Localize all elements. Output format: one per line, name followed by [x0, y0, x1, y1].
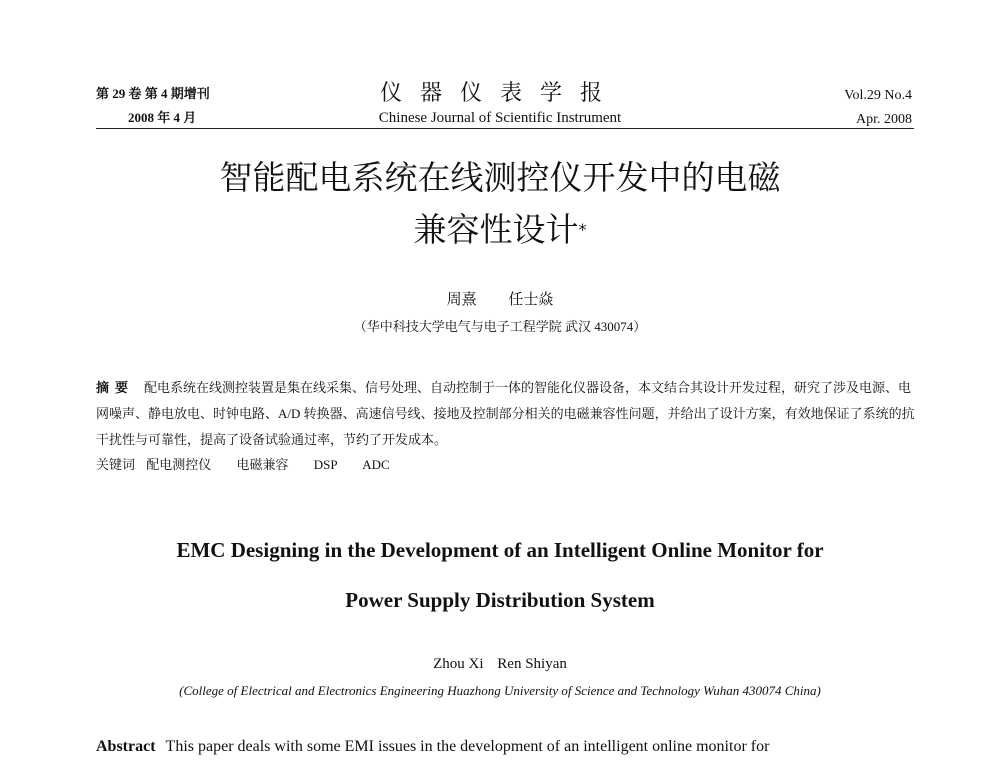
title-cn-line2 — [0, 204, 1000, 256]
publication-date-cn: 2008 年 4 月 — [128, 110, 197, 125]
keywords-cn — [96, 452, 916, 478]
abstract-en-text: This paper deals with some EMI issues in the development of an intelligent online monitor for — [165, 738, 770, 755]
volume-issue: 第 29 卷 第 4 期增刊 — [96, 86, 210, 101]
abstract-cn-text: 配电系统在线测控装置是集在线采集、信号处理、自动控制于一体的智能化仪器设备，本文结合其设计开发过程，研究了涉及电源、电网噪声、静电放电、时钟电路、A/D 转换器、高速信号线、接地及控制部分相关的电磁兼容性问题，并给出了设计方案，有效地保证了系统的抗干扰性与可靠性，提高了设备试验通过率，节约了开发成本。 — [96, 380, 915, 447]
abstract-cn-label: 摘要 — [96, 380, 135, 395]
title-en-line1: EMC Designing in the Development of an Intelligent Online Monitor for — [176, 538, 824, 562]
keyword: 配电测控仪 — [146, 457, 212, 472]
journal-name-cn: 仪器仪表学报 — [379, 80, 620, 105]
title-cn-line1: 智能配电系统在线测控仪开发中的电磁 — [219, 158, 781, 197]
paper-title-en — [0, 525, 1000, 625]
affiliation-en: (College of Electrical and Electronics Engineering Huazhong University of Science and Technology Wuhan 430074 China) — [179, 683, 821, 698]
volume-issue-en: Vol.29 No.4 — [844, 88, 912, 103]
keywords-cn-label: 关键词 — [96, 457, 136, 472]
title-en-line2: Power Supply Distribution System — [345, 588, 655, 612]
author-en: Ren Shiyan — [497, 656, 567, 672]
footnote-mark: * — [578, 220, 587, 239]
paper-title-cn — [0, 152, 1000, 256]
abstract-cn — [96, 375, 916, 453]
journal-name-en: Chinese Journal of Scientific Instrument — [378, 110, 622, 126]
header-rule — [96, 128, 914, 129]
keyword: DSP — [313, 457, 338, 472]
authors-cn — [0, 288, 1000, 309]
header-volume-en — [844, 84, 912, 132]
keyword: 电磁兼容 — [236, 457, 289, 472]
author-cn: 任士焱 — [508, 292, 554, 308]
author-cn: 周熹 — [446, 292, 477, 308]
author-en: Zhou Xi — [433, 656, 484, 672]
publication-date-en: Apr. 2008 — [856, 112, 912, 127]
abstract-en-label: Abstract — [96, 738, 156, 755]
authors-en — [0, 656, 1000, 673]
abstract-en — [96, 738, 926, 756]
title-cn-line2-text: 兼容性设计 — [413, 210, 579, 249]
keyword: ADC — [362, 457, 390, 472]
affiliation-cn: （华中科技大学电气与电子工程学院 武汉 430074） — [353, 319, 647, 334]
